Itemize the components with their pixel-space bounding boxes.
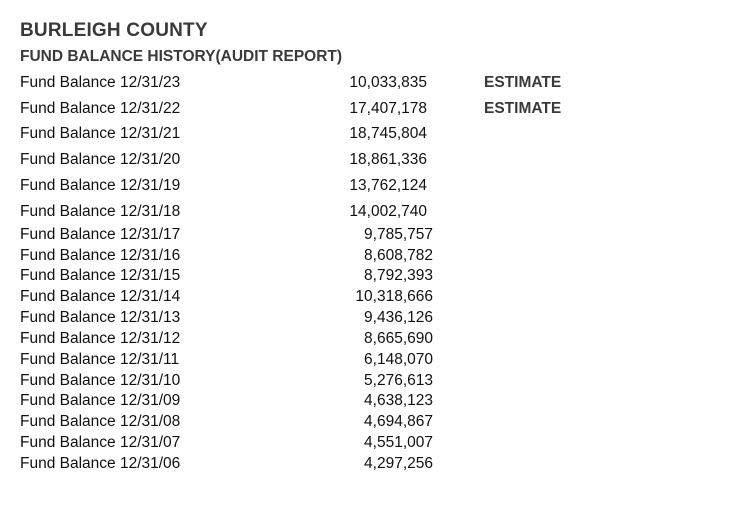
row-amount: 13,762,124 (349, 177, 427, 194)
balance-row (0, 125, 730, 145)
row-label: Fund Balance 12/31/08 (20, 413, 181, 430)
row-label: Fund Balance 12/31/23 (20, 74, 181, 91)
balance-row (0, 267, 730, 287)
report-title: BURLEIGH COUNTY (20, 20, 208, 41)
row-note: ESTIMATE (484, 74, 562, 91)
row-label: Fund Balance 12/31/17 (20, 226, 181, 243)
row-label: Fund Balance 12/31/07 (20, 434, 181, 451)
row-label: Fund Balance 12/31/13 (20, 309, 181, 326)
row-amount: 8,608,782 (364, 247, 433, 264)
balance-row (0, 392, 730, 412)
balance-row (0, 177, 730, 197)
balance-row (0, 309, 730, 329)
row-note: ESTIMATE (484, 100, 562, 117)
balance-row (0, 330, 730, 350)
balance-row (0, 288, 730, 308)
row-amount: 9,436,126 (364, 309, 433, 326)
balance-row (0, 151, 730, 171)
row-amount: 17,407,178 (349, 100, 427, 117)
row-amount: 4,638,123 (364, 392, 433, 409)
balance-row (0, 203, 730, 223)
row-label: Fund Balance 12/31/11 (20, 351, 180, 368)
row-label: Fund Balance 12/31/12 (20, 330, 181, 347)
balance-row (0, 413, 730, 433)
balance-row (0, 74, 730, 94)
report-subtitle: FUND BALANCE HISTORY(AUDIT REPORT) (20, 48, 343, 65)
row-amount: 4,694,867 (364, 413, 433, 430)
row-amount: 6,148,070 (364, 351, 433, 368)
balance-row (0, 351, 730, 371)
balance-row (0, 247, 730, 267)
row-amount: 10,033,835 (349, 74, 427, 91)
row-label: Fund Balance 12/31/09 (20, 392, 181, 409)
row-label: Fund Balance 12/31/22 (20, 100, 181, 117)
row-label: Fund Balance 12/31/20 (20, 151, 181, 168)
balance-row (0, 372, 730, 392)
row-label: Fund Balance 12/31/10 (20, 372, 181, 389)
balance-row (0, 226, 730, 246)
row-label: Fund Balance 12/31/16 (20, 247, 181, 264)
row-amount: 8,665,690 (364, 330, 433, 347)
row-amount: 5,276,613 (364, 372, 433, 389)
row-label: Fund Balance 12/31/21 (20, 125, 181, 142)
row-label: Fund Balance 12/31/18 (20, 203, 181, 220)
row-amount: 18,745,804 (349, 125, 427, 142)
balance-row (0, 455, 730, 475)
row-label: Fund Balance 12/31/19 (20, 177, 181, 194)
row-amount: 14,002,740 (349, 203, 427, 220)
row-amount: 4,297,256 (364, 455, 433, 472)
row-amount: 4,551,007 (364, 434, 433, 451)
balance-row (0, 100, 730, 120)
row-label: Fund Balance 12/31/15 (20, 267, 181, 284)
row-label: Fund Balance 12/31/14 (20, 288, 181, 305)
row-amount: 18,861,336 (349, 151, 427, 168)
row-amount: 10,318,666 (355, 288, 433, 305)
row-amount: 8,792,393 (364, 267, 433, 284)
row-amount: 9,785,757 (364, 226, 433, 243)
row-label: Fund Balance 12/31/06 (20, 455, 181, 472)
balance-row (0, 434, 730, 454)
